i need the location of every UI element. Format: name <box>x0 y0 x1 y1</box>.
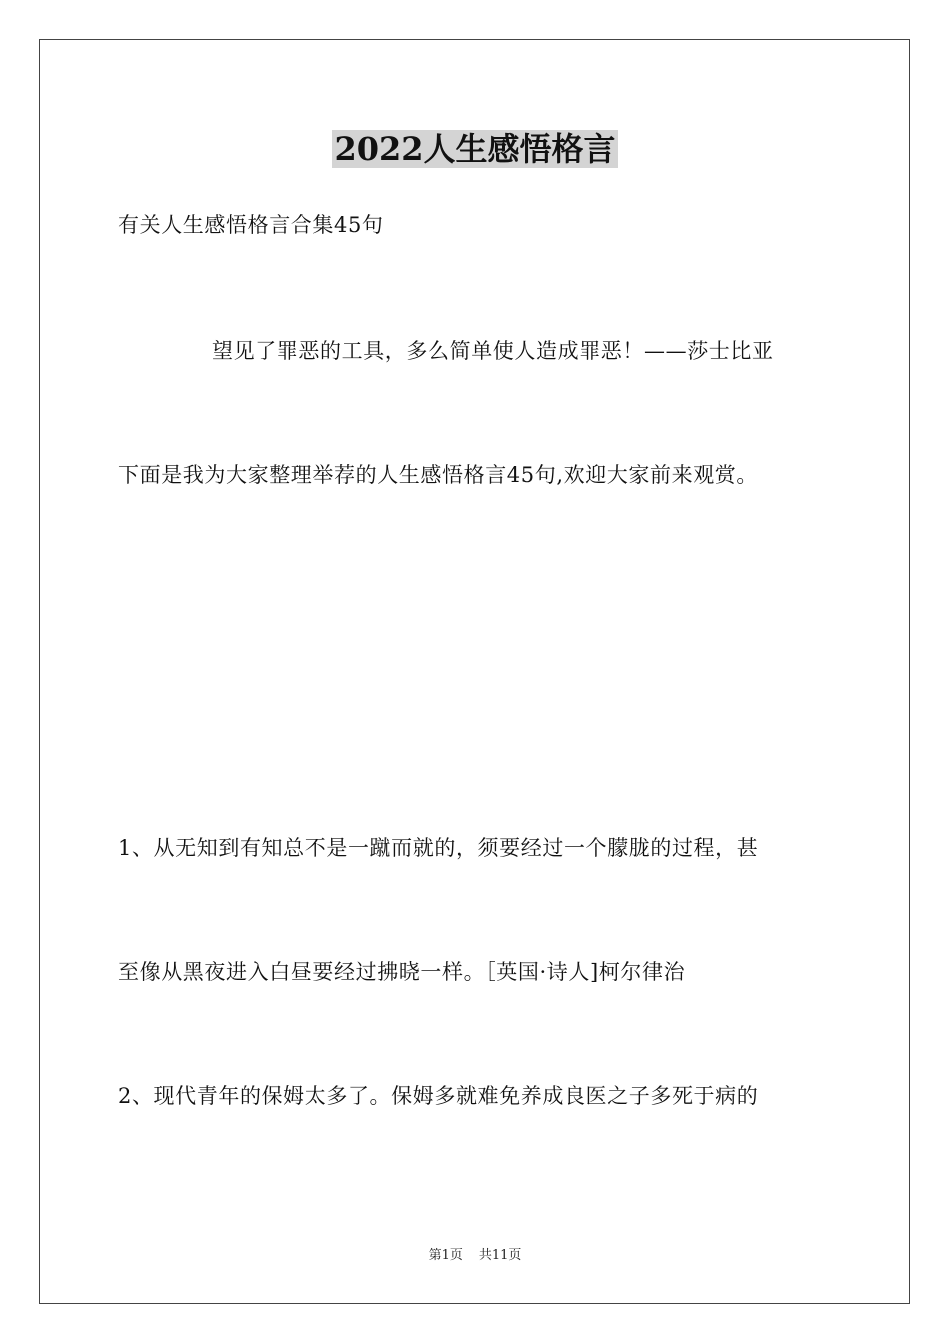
quote-line: 望见了罪恶的工具，多么简单使人造成罪恶！——莎士比亚 <box>212 339 774 363</box>
subtitle: 有关人生感悟格言合集45句 <box>118 213 384 237</box>
page-total: 共11页 <box>478 1248 522 1263</box>
page-number: 第1页 <box>428 1248 463 1263</box>
title-text: 2022人生感悟格言 <box>334 130 616 168</box>
item-1-line-1: 1、从无知到有知总不是一蹴而就的，须要经过一个朦胧的过程，甚 <box>118 836 759 860</box>
document-title <box>0 128 950 170</box>
page-footer <box>0 1247 950 1265</box>
intro-paragraph: 下面是我为大家整理举荐的人生感悟格言45句,欢迎大家前来观赏。 <box>118 463 758 487</box>
item-2-line-1: 2、现代青年的保姆太多了。保姆多就难免养成良医之子多死于病的 <box>118 1084 759 1108</box>
item-1-line-2: 至像从黑夜进入白昼要经过拂晓一样。［英国·诗人]柯尔律治 <box>118 960 686 984</box>
